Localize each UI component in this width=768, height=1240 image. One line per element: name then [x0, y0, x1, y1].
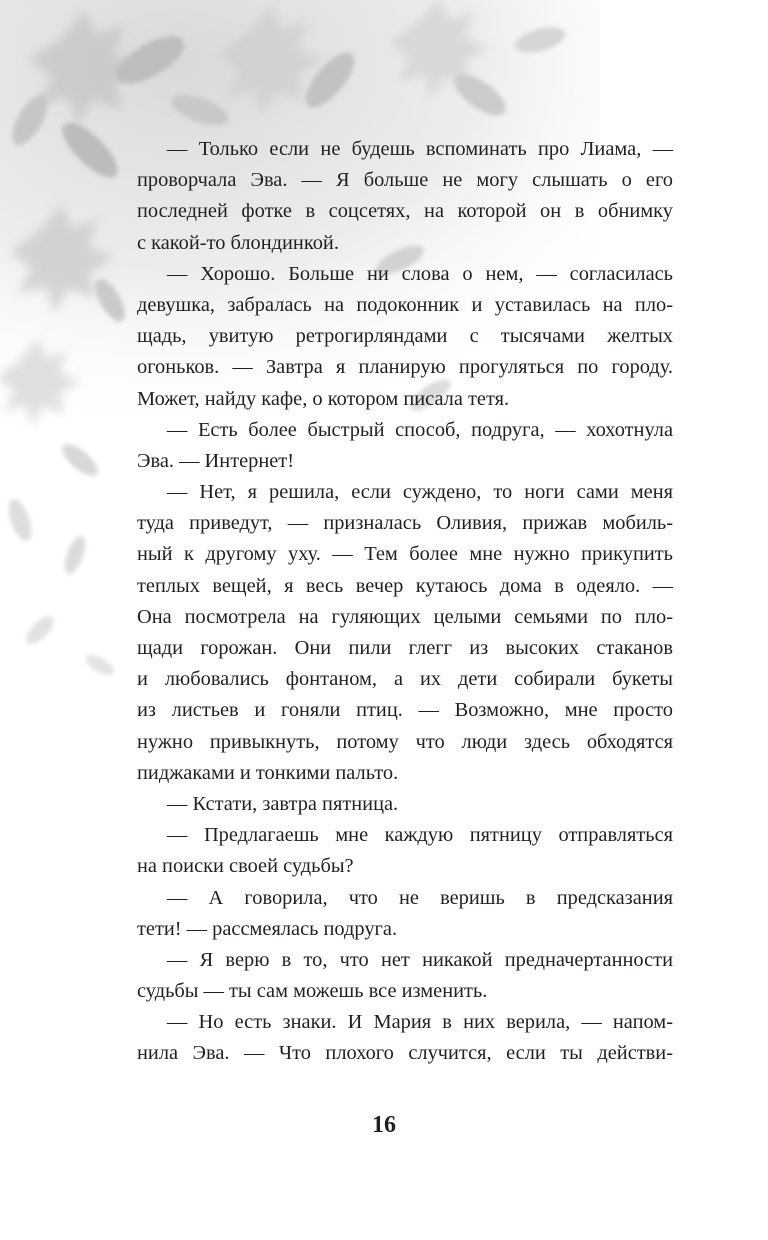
- text-line: с какой-то блондинкой.: [137, 231, 339, 254]
- text-line: тети! — рассмеялась подруга.: [137, 917, 398, 940]
- text-line: — Я верю в то, что нет никакой предначертанности: [167, 948, 673, 971]
- text-line: — Только если не будешь вспоминать про Лиама, —: [167, 138, 673, 160]
- leaf-icon: [4, 496, 36, 544]
- text-line: судьбы — ты сам можешь все изменить.: [137, 980, 488, 1003]
- text-line: — А говорила, что не веришь в предсказания: [167, 886, 673, 909]
- text-line: щадь, увитую ретрогирляндами с тысячами желтых: [137, 325, 673, 348]
- text-line: из листьев и гоняли птиц. — Возможно, мне просто: [137, 699, 673, 722]
- text-line: последней фотке в соцсетях, на которой он в обнимку: [137, 200, 673, 223]
- leaf-icon: [57, 439, 102, 481]
- text-line: пиджаками и тонкими пальто.: [137, 761, 399, 784]
- chapter-text: [137, 134, 673, 1070]
- text-line: проворчала Эва. — Я больше не могу слышать о его: [137, 169, 673, 192]
- text-line: на поиски своей судьбы?: [137, 855, 354, 878]
- text-line: щади горожан. Они пили глегг из высоких стаканов: [137, 637, 673, 659]
- text-line: Может, найду кафе, о котором писала тетя.: [137, 387, 510, 410]
- text-line: Она посмотрела на гуляющих целыми семьями по пло-: [137, 605, 673, 628]
- leaf-icon: [61, 533, 90, 576]
- text-line: Эва. — Интернет!: [137, 449, 295, 472]
- text-line: девушка, забралась на подоконник и уставилась на пло-: [137, 293, 673, 316]
- text-line: ный к другому уху. — Тем более мне нужно прикупить: [137, 543, 673, 566]
- text-line: — Кстати, завтра пятница.: [167, 792, 399, 815]
- text-line: и любовались фонтаном, а их дети собирали букеты: [137, 668, 673, 691]
- page-number: 16: [372, 1112, 396, 1138]
- text-line: — Хорошо. Больше ни слова о нем, — согласилась: [167, 262, 673, 285]
- text-line: — Предлагаешь мне каждую пятницу отправляться: [167, 824, 673, 847]
- text-line: нужно привыкнуть, потому что люди здесь обходятся: [137, 730, 673, 753]
- text-line: туда приведут, — призналась Оливия, прижав мобиль-: [137, 512, 673, 535]
- text-line: нила Эва. — Что плохого случится, если ты действи-: [137, 1042, 673, 1065]
- text-line: огоньков. — Завтра я планирую прогуляться по городу.: [137, 356, 673, 379]
- leaf-icon: [83, 651, 118, 679]
- text-line: — Есть более быстрый способ, подруга, — хохотнула: [167, 418, 673, 441]
- text-line: — Нет, я решила, если суждено, то ноги сами меня: [167, 481, 673, 504]
- text-line: — Но есть знаки. И Мария в них верила, — напом-: [167, 1011, 673, 1034]
- text-line: теплых вещей, я весь вечер кутаюсь дома в одеяло. —: [137, 574, 673, 597]
- leaf-icon: [22, 612, 59, 649]
